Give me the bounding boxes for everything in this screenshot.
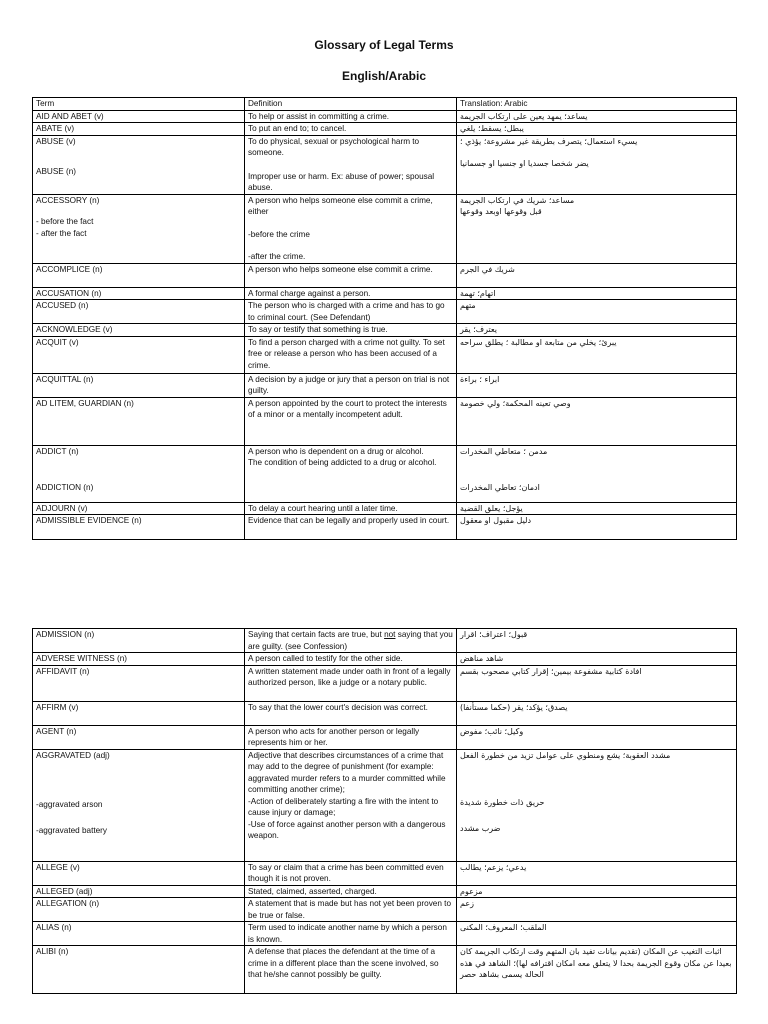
term-text: ALLEGED (adj) [36, 886, 93, 896]
definition-cell [245, 885, 457, 898]
translation-cell [457, 287, 737, 300]
term-cell [33, 336, 245, 373]
translation-cell [457, 397, 737, 445]
table-row [33, 336, 737, 373]
translation-cell [457, 653, 737, 666]
definition-text: To find a person charged with a crime not guilty. To set free or release a person who has been accused of a crime. [248, 337, 445, 370]
arabic-text: متهم [460, 301, 476, 310]
term-cell [33, 110, 245, 123]
translation-cell [457, 515, 737, 540]
term-cell [33, 946, 245, 994]
term-text: ADJOURN (v) [36, 503, 88, 513]
table-row [33, 749, 737, 861]
term-text: ACQUITTAL (n) [36, 374, 94, 384]
term-cell [33, 287, 245, 300]
glossary-table-2 [32, 628, 737, 994]
term-text: - before the fact [36, 217, 94, 226]
term-text: ACQUIT (v) [36, 337, 79, 347]
table-row [33, 263, 737, 287]
definition-text: A written statement made under oath in front of a legally authorized person, like a judge or a notary public. [248, 666, 451, 687]
page-title: Glossary of Legal Terms [314, 38, 454, 52]
definition-text: A statement that is made but has not yet been proven to be true or false. [248, 899, 451, 920]
term-text: ACCUSATION (n) [36, 288, 102, 298]
table-row [33, 922, 737, 946]
translation-cell [457, 861, 737, 885]
translation-cell [457, 123, 737, 136]
definition-text: -before the crime [248, 229, 310, 239]
table-row [33, 397, 737, 445]
term-text: ACCESSORY (n) [36, 195, 100, 205]
arabic-text: يبرئ؛ يخلي من متابعة او مطالبة ؛ يطلق سراحه [460, 337, 617, 347]
definition-cell [245, 946, 457, 994]
table-row [33, 123, 737, 136]
glossary-table-1 [32, 97, 737, 540]
translation-cell [457, 135, 737, 194]
arabic-text: اتهام؛ تهمة [460, 288, 496, 298]
definition-cell [245, 665, 457, 701]
term-text: ALIAS (n) [36, 923, 72, 932]
definition-text: A person appointed by the court to protect the interests of a minor or a mentally incompetent adult. [248, 398, 447, 419]
definition-text: To put an end to; to cancel. [248, 124, 347, 133]
definition-cell [245, 123, 457, 136]
table-row [33, 861, 737, 885]
table-row [33, 502, 737, 515]
table-row [33, 110, 737, 123]
definition-text: Saying that certain facts are true, but [248, 630, 385, 639]
arabic-text: يؤجل؛ يعلق القضية [460, 503, 523, 513]
term-text: ABATE (v) [36, 124, 75, 133]
term-cell [33, 324, 245, 337]
term-cell [33, 701, 245, 725]
table-row [33, 300, 737, 324]
table-row [33, 287, 737, 300]
definition-cell [245, 898, 457, 922]
header-definition: Definition [245, 98, 457, 111]
definition-cell [245, 653, 457, 666]
term-text: ACCOMPLICE (n) [36, 264, 103, 274]
table-row [33, 653, 737, 666]
definition-text: Improper use or harm. Ex: abuse of power; spousal abuse. [248, 171, 435, 192]
definition-text: Term used to indicate another name by which a person is known. [248, 923, 447, 944]
definition-cell [245, 515, 457, 540]
table-row [33, 445, 737, 502]
definition-cell [245, 749, 457, 861]
definition-cell [245, 336, 457, 373]
definition-cell [245, 194, 457, 263]
arabic-text: مساعد؛ شريك في ارتكاب الجريمة [460, 195, 575, 205]
term-cell [33, 515, 245, 540]
term-text: AFFIRM (v) [36, 702, 79, 712]
table-row [33, 946, 737, 994]
definition-text: To help or assist in committing a crime. [248, 111, 390, 121]
arabic-text: قبول؛ اعتراف؛ اقرار [460, 630, 528, 639]
arabic-text: يساعد؛ يمهد يعين على ارتكاب الجريمة [460, 111, 588, 121]
definition-cell [245, 629, 457, 653]
definition-text: To do physical, sexual or psychological harm to someone. [248, 136, 420, 157]
arabic-text: وصي تعينه المحكمة؛ ولي خصومة [460, 398, 571, 408]
term-cell [33, 445, 245, 502]
definition-cell [245, 110, 457, 123]
definition-cell [245, 373, 457, 397]
definition-text: -after the crime. [248, 252, 306, 261]
term-text: ADVERSE WITNESS (n) [36, 654, 127, 663]
term-text: ALLEGATION (n) [36, 899, 100, 908]
definition-text: -Action of deliberately starting a fire with the intent to cause injury or damage; [248, 796, 439, 817]
term-cell [33, 653, 245, 666]
translation-cell [457, 263, 737, 287]
page-subtitle: English/Arabic [341, 69, 427, 83]
arabic-text: ابراء ؛ براءة [460, 374, 500, 384]
table-row [33, 515, 737, 540]
definition-text: To say or claim that a crime has been committed even though it is not proven. [248, 862, 444, 883]
arabic-text: وكيل؛ نائب؛ مفوض [460, 726, 524, 736]
term-text: ADMISSION (n) [36, 630, 95, 639]
term-cell [33, 373, 245, 397]
arabic-text: يدعي؛ يزعم؛ يطالب [460, 862, 527, 872]
arabic-text: شريك في الجرم [460, 264, 515, 274]
term-text: ALLEGE (v) [36, 862, 80, 872]
definition-text: To say or testify that something is true. [248, 325, 388, 334]
term-cell [33, 123, 245, 136]
term-text: AFFIDAVIT (n) [36, 666, 90, 676]
translation-cell [457, 701, 737, 725]
arabic-text: يسيء استعمال؛ يتصرف بطريقة غير مشروعة؛ يؤذي ؛ [460, 136, 638, 146]
definition-cell [245, 445, 457, 502]
definition-text: A person who helps someone else commit a crime, either [248, 195, 433, 216]
term-cell [33, 397, 245, 445]
table-row [33, 725, 737, 749]
term-text: AGGRAVATED (adj) [36, 750, 110, 760]
translation-cell [457, 725, 737, 749]
definition-cell [245, 135, 457, 194]
translation-cell [457, 749, 737, 861]
definition-cell [245, 263, 457, 287]
translation-cell [457, 885, 737, 898]
term-text: -aggravated battery [36, 825, 108, 835]
definition-text: The person who is charged with a crime and has to go to criminal court. (See Defendant) [248, 301, 445, 322]
term-text: ABUSE (v) [36, 136, 76, 146]
term-text: AGENT (n) [36, 726, 77, 736]
arabic-text: ضرب مشدد [460, 823, 501, 833]
term-text: ADDICTION (n) [36, 483, 94, 492]
arabic-text: زعم [460, 899, 474, 908]
term-text: ADDICT (n) [36, 446, 79, 456]
term-text: ABUSE (n) [36, 167, 77, 176]
header-row [33, 98, 737, 111]
header-translation: Translation: Arabic [457, 98, 737, 111]
term-cell [33, 629, 245, 653]
definition-cell [245, 324, 457, 337]
table-row [33, 701, 737, 725]
term-cell [33, 665, 245, 701]
definition-text: not [384, 630, 396, 639]
translation-cell [457, 324, 737, 337]
term-cell [33, 885, 245, 898]
translation-cell [457, 629, 737, 653]
definition-cell [245, 861, 457, 885]
translation-cell [457, 373, 737, 397]
definition-cell [245, 922, 457, 946]
definition-cell [245, 300, 457, 324]
definition-text: -Use of force against another person with a dangerous weapon. [248, 819, 446, 840]
arabic-text: دليل مقبول او معقول [460, 516, 532, 525]
table-row [33, 135, 737, 194]
term-cell [33, 749, 245, 861]
term-cell [33, 725, 245, 749]
term-cell [33, 922, 245, 946]
definition-text: A person who acts for another person or legally represents him or her. [248, 726, 420, 747]
translation-cell [457, 194, 737, 263]
arabic-text: مدمن ؛ متعاطي المخدرات [460, 446, 548, 456]
term-text: ACKNOWLEDGE (v) [36, 325, 113, 334]
arabic-text: افادة كتابية مشفوعة بيمين؛ إقرار كتابي مصحوب بقسم [460, 666, 642, 676]
term-text: AD LITEM, GUARDIAN (n) [36, 398, 134, 408]
arabic-text: حريق ذات خطورة شديدة [460, 798, 545, 807]
translation-cell [457, 665, 737, 701]
arabic-text: مزعوم [460, 886, 483, 896]
definition-text: Adjective that describes circumstances of a crime that may add to the degree of punishment (for example: aggravated murder refers to a murder committed while committing another crime); [248, 750, 446, 794]
arabic-text: يضر شخصا جسديا او جنسيا او جسمانيا [460, 159, 589, 168]
definition-text: The condition of being addicted to a drug or alcohol. [248, 458, 437, 467]
definition-text: A person who helps someone else commit a crime. [248, 264, 433, 274]
definition-text: Evidence that can be legally and properly used in court. [248, 516, 450, 525]
definition-text: A decision by a judge or jury that a person on trial is not guilty. [248, 374, 450, 395]
definition-cell [245, 397, 457, 445]
definition-cell [245, 701, 457, 725]
arabic-text: ادمان؛ تعاطي المخدرات [460, 483, 540, 492]
term-text: - after the fact [36, 228, 87, 238]
table-row [33, 324, 737, 337]
arabic-text: شاهد مناهض [460, 654, 504, 663]
definition-text: A person who is dependent on a drug or alcohol. [248, 446, 424, 456]
table-row [33, 629, 737, 653]
table-row [33, 373, 737, 397]
translation-cell [457, 300, 737, 324]
term-cell [33, 263, 245, 287]
arabic-text: الملقب؛ المعروف؛ المكنى [460, 923, 547, 932]
definition-text: saying that you are guilty. (see Confession) [248, 630, 453, 651]
table-row [33, 885, 737, 898]
term-cell [33, 898, 245, 922]
header-term: Term [33, 98, 245, 111]
arabic-text: مشدد العقوبة؛ يشع ومنطوي على عوامل تزيد من خطورة الفعل [460, 750, 671, 760]
table-row [33, 194, 737, 263]
arabic-text: اثبات التغيب عن المكان (تقديم بيانات تفيد بان المتهم وقت ارتكاب الجريمة كان بعيدا عن مكان وقوع الجريمة بحدا لا يتعلق معه امكان اقترافه لها)؛ الشاهد في هذه الحالة يسمى بشاهد حصر [460, 947, 732, 979]
term-cell [33, 194, 245, 263]
term-text: -aggravated arson [36, 800, 103, 809]
arabic-text: قبل وقوعها اوبعد وقوعها [460, 207, 542, 216]
table-row [33, 665, 737, 701]
term-text: ALIBI (n) [36, 947, 69, 956]
translation-cell [457, 946, 737, 994]
definition-text: To say that the lower court's decision was correct. [248, 702, 428, 712]
definition-text: To delay a court hearing until a later time. [248, 503, 398, 513]
term-cell [33, 502, 245, 515]
translation-cell [457, 445, 737, 502]
translation-cell [457, 898, 737, 922]
definition-cell [245, 287, 457, 300]
definition-cell [245, 502, 457, 515]
definition-text: A person called to testify for the other side. [248, 654, 403, 663]
term-cell [33, 300, 245, 324]
arabic-text: يبطل؛ يسقط؛ يلغي [460, 124, 524, 133]
arabic-text: يعترف؛ يقر [460, 325, 497, 334]
definition-text: A defense that places the defendant at the time of a crime in a different place than the scene involved, so that he/she cannot possibly be guilty. [248, 947, 439, 979]
translation-cell [457, 502, 737, 515]
arabic-text: يصدق؛ يؤكد؛ يقر (حكما مستأنفا) [460, 702, 568, 712]
definition-cell [245, 725, 457, 749]
definition-text: A formal charge against a person. [248, 288, 371, 298]
term-cell [33, 135, 245, 194]
term-text: ADMISSIBLE EVIDENCE (n) [36, 516, 142, 525]
translation-cell [457, 110, 737, 123]
translation-cell [457, 922, 737, 946]
term-text: ACCUSED (n) [36, 301, 89, 310]
term-text: AID AND ABET (v) [36, 111, 104, 121]
definition-text: Stated, claimed, asserted, charged. [248, 886, 377, 896]
table-row [33, 898, 737, 922]
translation-cell [457, 336, 737, 373]
term-cell [33, 861, 245, 885]
